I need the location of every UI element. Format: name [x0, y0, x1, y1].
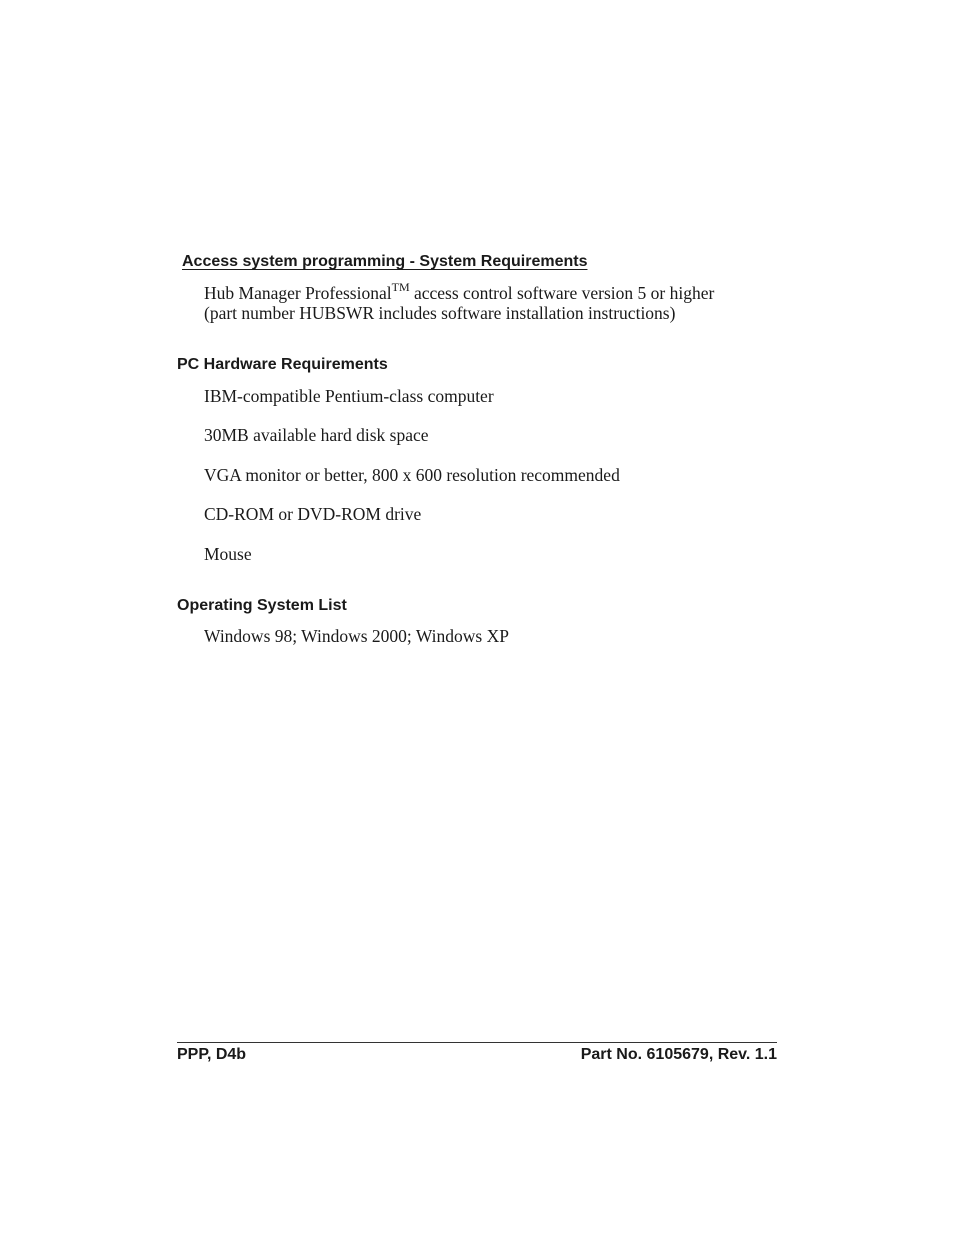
- software-requirement-line: [204, 280, 715, 303]
- hardware-item-monitor: VGA monitor or better, 800 x 600 resolution recommended: [204, 465, 620, 485]
- os-item-windows: Windows 98; Windows 2000; Windows XP: [204, 626, 509, 646]
- operating-system-heading: Operating System List: [177, 597, 347, 614]
- footer-document-code: PPP, D4b: [177, 1046, 247, 1063]
- footer-divider: [177, 1042, 777, 1043]
- hardware-item-disk-space: 30MB available hard disk space: [204, 425, 429, 445]
- footer-part-number: Part No. 6105679, Rev. 1.1: [580, 1046, 777, 1063]
- trademark-superscript: TM: [391, 280, 410, 295]
- hardware-item-computer: IBM-compatible Pentium-class computer: [204, 386, 494, 406]
- software-version-text: access control software version 5 or higher: [409, 283, 715, 303]
- part-number-note: (part number HUBSWR includes software installation instructions): [204, 303, 676, 323]
- hardware-item-mouse: Mouse: [204, 544, 252, 564]
- access-system-heading: Access system programming - System Requirements: [182, 253, 588, 270]
- pc-hardware-heading: PC Hardware Requirements: [177, 356, 388, 373]
- software-name-text: Hub Manager Professional: [204, 283, 392, 303]
- hardware-item-drive: CD-ROM or DVD-ROM drive: [204, 504, 422, 524]
